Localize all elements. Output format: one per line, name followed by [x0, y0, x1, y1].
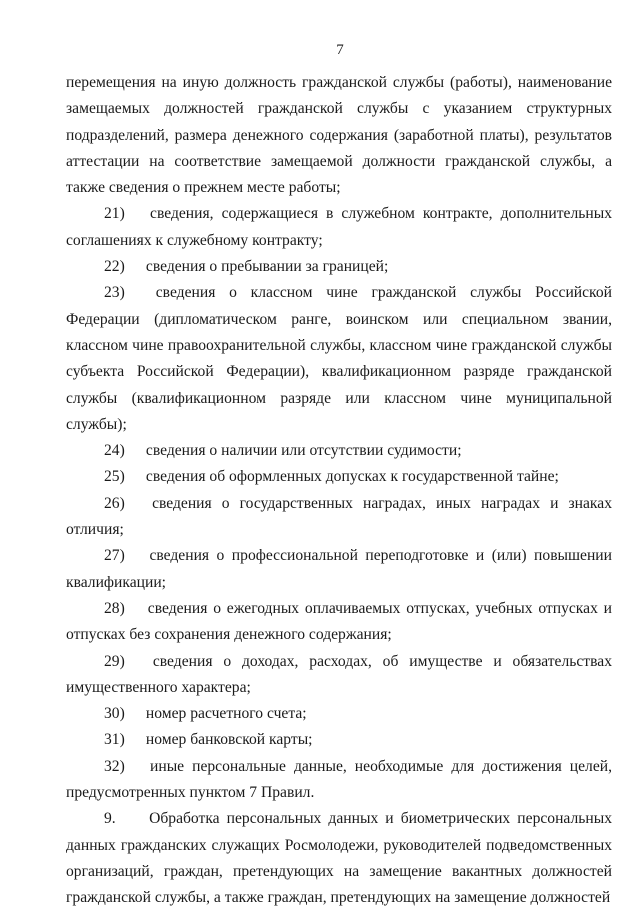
list-item-number: 30): [104, 705, 125, 723]
list-item: [66, 649, 612, 702]
section-paragraph: [66, 806, 612, 911]
list-item-text: сведения о классном чине гражданской службы Российской Федерации (дипломатическом ранге, воинском или специальном звании, классном чине правоохранительной службы, классном чине гражданской службы субъекта Российской Федерации), квалификационном разряде гражданской службы (квалификационном разряде или классном чине муниципальной службы);: [66, 284, 612, 433]
list-item-text: сведения о наличии или отсутствии судимости;: [145, 442, 462, 460]
list-item-number: 32): [104, 757, 125, 775]
list-item-number: 23): [104, 284, 125, 302]
list-item-text: сведения о доходах, расходах, об имуществе и обязательствах имущественного характера;: [66, 652, 612, 696]
list-item-number: 24): [104, 442, 125, 460]
list-item-text: сведения о государственных наградах, иных наградах и знаках отличия;: [66, 494, 612, 539]
list-item-number: 22): [104, 258, 125, 276]
list-item-text: иные персональные данные, необходимые для достижения целей, предусмотренных пунктом 7 Правил.: [66, 757, 612, 802]
list-item-number: 28): [104, 599, 125, 617]
document-body: [66, 70, 612, 912]
section-text: Обработка персональных данных и биометрических персональных данных гражданских служащих Росмолодежи, руководителей подведомственных организаций, граждан, претендующих на замещение вакантных должностей гражданской службы, а также граждан, претендующих на замещение должностей: [66, 810, 612, 907]
paragraph-text: перемещения на иную должность гражданской службы (работы), наименование замещаемых должностей гражданской службы с указанием структурных подразделений, размера денежного содержания (заработной платы), результатов аттестации на соответствие замещаемой должности гражданской службы, а также сведения о прежнем месте работы;: [66, 74, 612, 197]
list-item-number: 27): [104, 547, 125, 565]
list-item: [66, 280, 612, 438]
list-item-text: сведения об оформленных допусках к государственной тайне;: [145, 468, 559, 486]
list-item-text: сведения о ежегодных оплачиваемых отпусках, учебных отпусках и отпусках без сохранения денежного содержания;: [66, 599, 612, 644]
list-item-number: 31): [104, 731, 125, 749]
list-item-text: сведения о пребывании за границей;: [145, 258, 389, 276]
list-item: [66, 201, 612, 254]
list-item-number: 25): [104, 468, 125, 486]
list-item: [66, 596, 612, 649]
list-item-number: 29): [104, 652, 125, 670]
list-item-text: сведения, содержащиеся в служебном контракте, дополнительных соглашениях к служебному контракту;: [66, 205, 612, 249]
list-item-number: 21): [104, 205, 125, 223]
list-item: [66, 727, 612, 753]
list-item: [66, 701, 612, 727]
list-item-number: 26): [104, 494, 125, 512]
list-item: [66, 543, 612, 596]
paragraph-continued: [66, 70, 612, 201]
list-item: [66, 254, 612, 280]
page-number: 7: [336, 42, 344, 58]
list-item: [66, 491, 612, 544]
list-item-text: сведения о профессиональной переподготовке и (или) повышении квалификации;: [66, 547, 613, 591]
list-item: [66, 438, 612, 464]
list-item-text: номер расчетного счета;: [145, 705, 307, 723]
section-number: 9.: [104, 810, 116, 828]
list-item: [66, 754, 612, 807]
list-item-text: номер банковской карты;: [145, 731, 313, 749]
list-item: [66, 464, 612, 490]
